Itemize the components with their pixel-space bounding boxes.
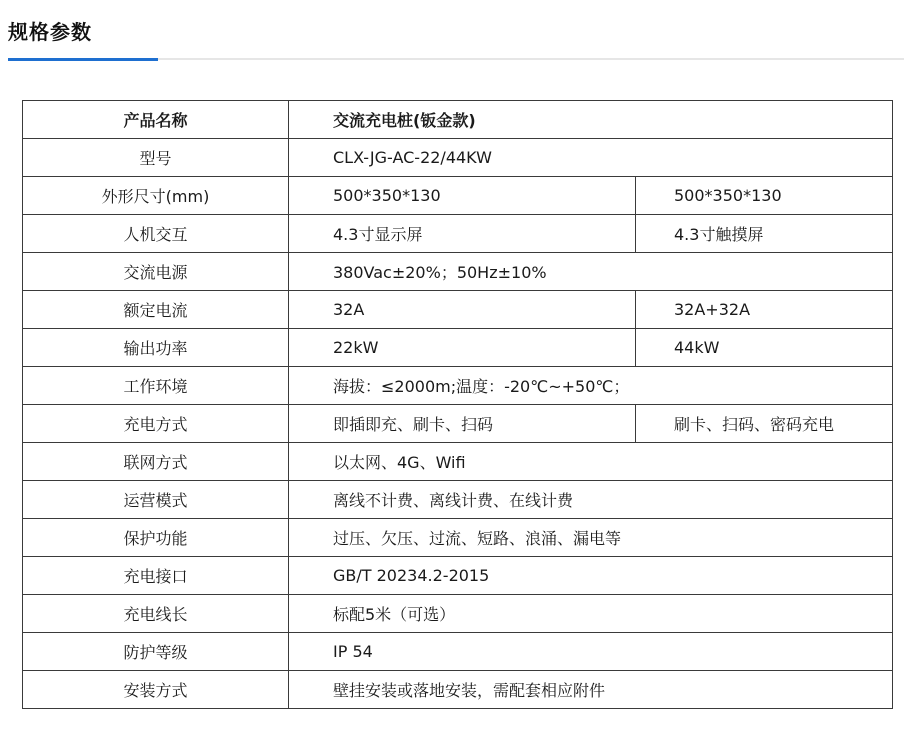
table-row <box>23 291 893 329</box>
row-value: 过压、欠压、过流、短路、浪涌、漏电等 <box>289 519 893 557</box>
row-value: 壁挂安装或落地安装，需配套相应附件 <box>289 671 893 709</box>
row-value-alt: 32A+32A <box>636 291 893 329</box>
row-label: 额定电流 <box>23 291 289 329</box>
row-label: 防护等级 <box>23 633 289 671</box>
header-label-cell: 产品名称 <box>23 101 289 139</box>
row-value-alt: 500*350*130 <box>636 177 893 215</box>
header-accent-bar <box>8 58 158 61</box>
row-label: 外形尺寸(mm) <box>23 177 289 215</box>
row-value: 500*350*130 <box>289 177 636 215</box>
table-row <box>23 405 893 443</box>
row-value: 标配5米（可选） <box>289 595 893 633</box>
row-value: CLX-JG-AC-22/44KW <box>289 139 893 177</box>
row-label: 充电线长 <box>23 595 289 633</box>
row-value-alt: 44kW <box>636 329 893 367</box>
row-value: 22kW <box>289 329 636 367</box>
row-label: 工作环境 <box>23 367 289 405</box>
row-label: 交流电源 <box>23 253 289 291</box>
section-header <box>0 0 904 62</box>
row-label: 人机交互 <box>23 215 289 253</box>
table-row <box>23 595 893 633</box>
row-label: 运营模式 <box>23 481 289 519</box>
row-label: 安装方式 <box>23 671 289 709</box>
row-value: 即插即充、刷卡、扫码 <box>289 405 636 443</box>
table-row <box>23 177 893 215</box>
table-row <box>23 557 893 595</box>
spec-table <box>22 100 893 709</box>
table-header-row <box>23 101 893 139</box>
row-value-alt: 4.3寸触摸屏 <box>636 215 893 253</box>
row-value: 海拔：≤2000m;温度：-20℃~+50℃； <box>289 367 893 405</box>
table-row <box>23 481 893 519</box>
row-value: 离线不计费、离线计费、在线计费 <box>289 481 893 519</box>
section-title: 规格参数 <box>8 20 92 44</box>
table-row <box>23 215 893 253</box>
row-value: 32A <box>289 291 636 329</box>
row-value: GB/T 20234.2-2015 <box>289 557 893 595</box>
row-label: 型号 <box>23 139 289 177</box>
header-value-cell: 交流充电桩(钣金款) <box>289 101 893 139</box>
row-label: 充电方式 <box>23 405 289 443</box>
row-value-alt: 刷卡、扫码、密码充电 <box>636 405 893 443</box>
table-row <box>23 633 893 671</box>
row-label: 联网方式 <box>23 443 289 481</box>
row-value: 4.3寸显示屏 <box>289 215 636 253</box>
row-value: 380Vac±20%；50Hz±10% <box>289 253 893 291</box>
table-row <box>23 329 893 367</box>
row-label: 充电接口 <box>23 557 289 595</box>
row-label: 保护功能 <box>23 519 289 557</box>
table-row <box>23 253 893 291</box>
table-row <box>23 367 893 405</box>
table-row <box>23 443 893 481</box>
row-value: IP 54 <box>289 633 893 671</box>
row-value: 以太网、4G、Wifi <box>289 443 893 481</box>
table-row <box>23 519 893 557</box>
table-row <box>23 671 893 709</box>
table-row <box>23 139 893 177</box>
row-label: 输出功率 <box>23 329 289 367</box>
